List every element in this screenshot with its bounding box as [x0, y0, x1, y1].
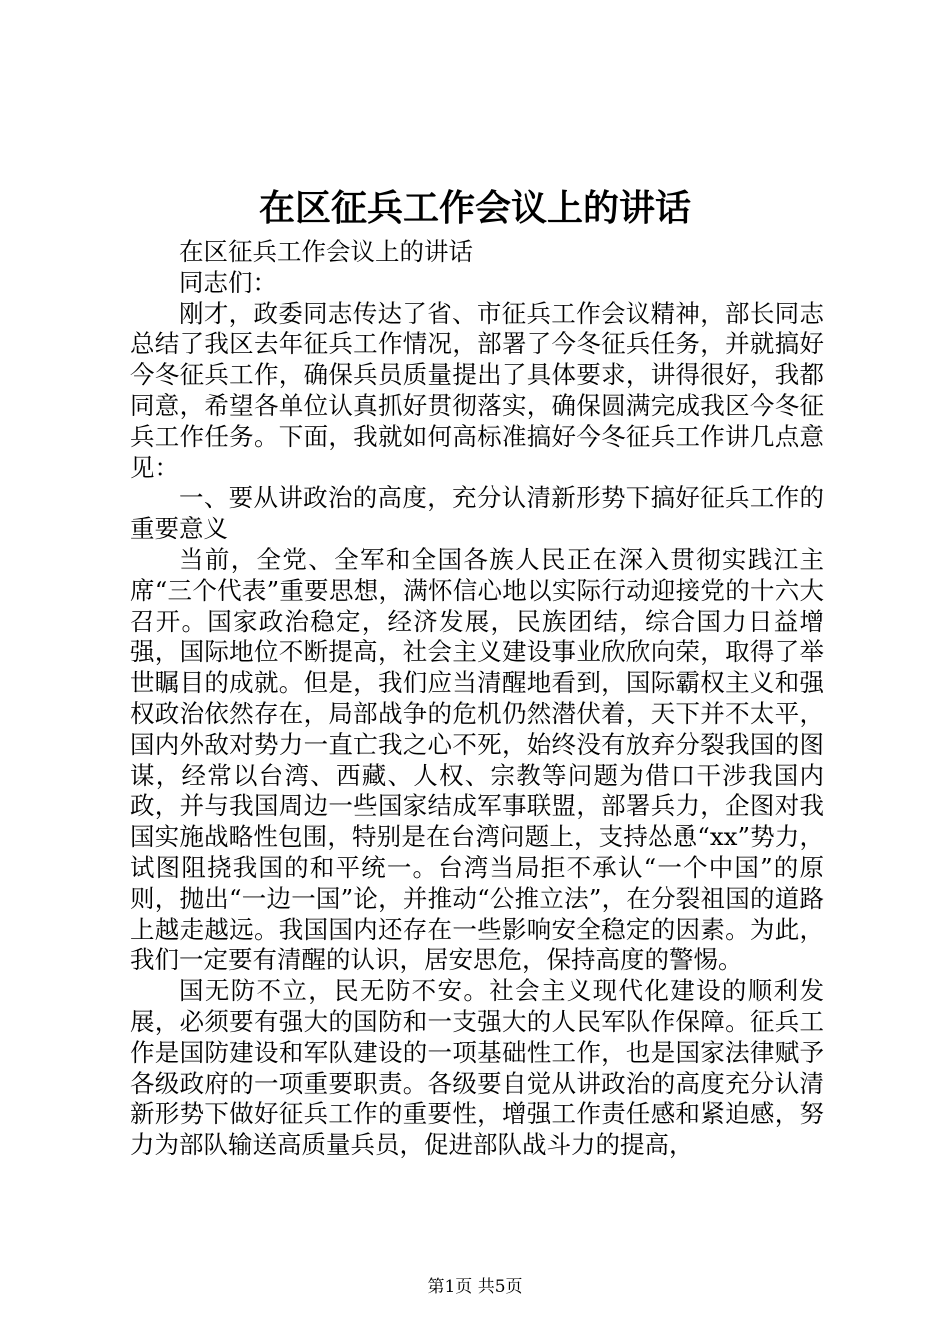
document-body [130, 237, 824, 1161]
paragraph-situation: 当前，全党、全军和全国各族人民正在深入贯彻实践江主席“三个代表”重要思想，满怀信心地以实际行动迎接党的十六大召开。国家政治稳定，经济发展，民族团结，综合国力日益增强，国际地位不断提高，社会主义建设事业欣欣向荣，取得了举世瞩目的成就。但是，我们应当清醒地看到，国际霸权主义和强权政治依然存在，局部战争的危机仍然潜伏着，天下并不太平，国内外敌对势力一直亡我之心不死，始终没有放弃分裂我国的图谋，经常以台湾、西藏、人权、宗教等问题为借口干涉我国内政，并与我国周边一些国家结成军事联盟，部署兵力，企图对我国实施战略性包围，特别是在台湾问题上，支持怂恿“xx”势力，试图阻挠我国的和平统一。台湾当局拒不承认“一个中国”的原则，抛出“一边一国”论，并推动“公推立法”，在分裂祖国的道路上越走越远。我国国内还存在一些影响安全稳定的因素。为此，我们一定要有清醒的认识，居安思危，保持高度的警惕。 [130, 544, 824, 975]
paragraph-subtitle: 在区征兵工作会议上的讲话 [179, 237, 473, 266]
page-footer: 第1页 共5页 [427, 1277, 523, 1297]
paragraph-section-heading: 一、要从讲政治的高度，充分认清新形势下搞好征兵工作的重要意义 [130, 483, 824, 544]
paragraph-intro: 刚才，政委同志传达了省、市征兵工作会议精神，部长同志总结了我区去年征兵工作情况，部署了今冬征兵任务，并就搞好今冬征兵工作，确保兵员质量提出了具体要求，讲得很好，我都同意，希望各单位认真抓好贯彻落实，确保圆满完成我区今冬征兵工作任务。下面，我就如何高标准搞好今冬征兵工作讲几点意见： [130, 298, 824, 482]
paragraph-greeting: 同志们： [179, 267, 277, 297]
document-title: 在区征兵工作会议上的讲话 [258, 187, 691, 229]
paragraph-defense: 国无防不立，民无防不安。社会主义现代化建设的顺利发展，必须要有强大的国防和一支强大的人民军队作保障。征兵工作是国防建设和军队建设的一项基础性工作，也是国家法律赋予各级政府的一项重要职责。各级要自觉从讲政治的高度充分认清新形势下做好征兵工作的重要性，增强工作责任感和紧迫感，努力为部队输送高质量兵员，促进部队战斗力的提高， [130, 976, 824, 1160]
